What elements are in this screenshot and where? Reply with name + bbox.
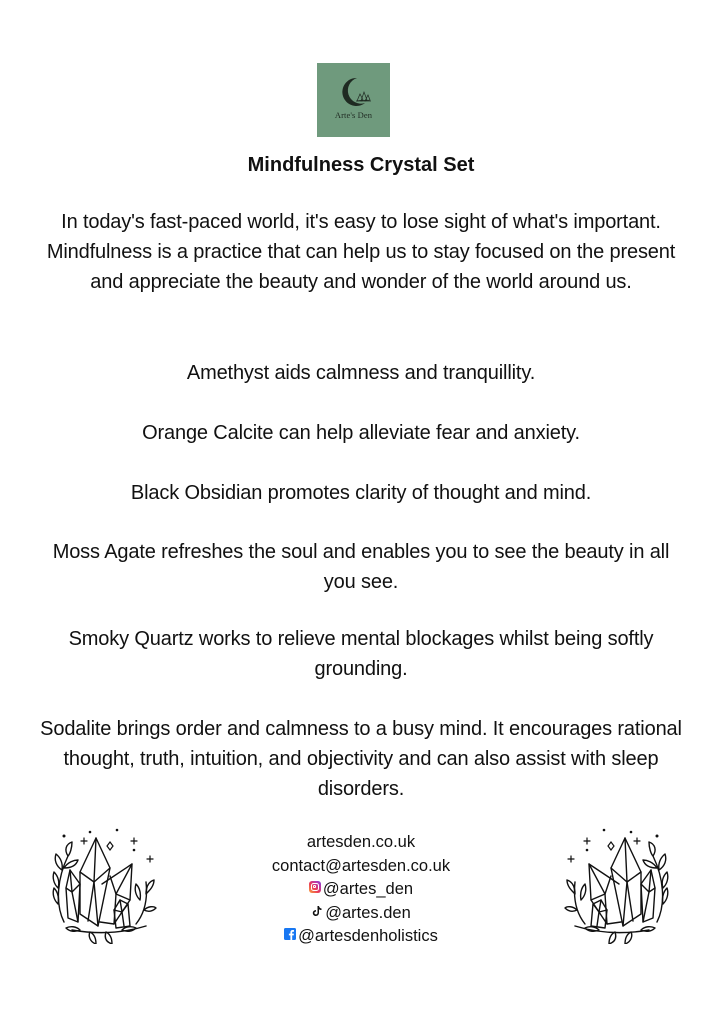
crystal-description-amethyst: Amethyst aids calmness and tranquillity. bbox=[186, 362, 536, 384]
tiktok-icon bbox=[311, 905, 323, 917]
facebook-icon bbox=[284, 928, 296, 940]
facebook-line[interactable] bbox=[200, 925, 522, 949]
crystal-description-sodalite: Sodalite brings order and calmness to a busy mind. It encourages rational thought, truth, intuition, and objectivity and can also assist with sleep disorders. bbox=[40, 718, 682, 800]
crystal-description-smoky-quartz: Smoky Quartz works to relieve mental blockages whilst being softly grounding. bbox=[68, 628, 654, 680]
crystal-cluster-illustration-right bbox=[563, 826, 671, 944]
instagram-icon bbox=[309, 881, 321, 893]
crystal-description-moss-agate: Moss Agate refreshes the soul and enables you to see the beauty in all you see. bbox=[52, 541, 670, 593]
email-link[interactable]: contact@artesden.co.uk bbox=[271, 856, 451, 875]
instagram-handle[interactable]: @artes_den bbox=[322, 880, 414, 898]
crystal-description-black-obsidian: Black Obsidian promotes clarity of thought and mind. bbox=[130, 482, 592, 504]
page-title: Mindfulness Crystal Set bbox=[247, 154, 475, 176]
website-link[interactable]: artesden.co.uk bbox=[306, 833, 416, 851]
intro-paragraph: In today's fast-paced world, it's easy to lose sight of what's important. Mindfulness is a practice that can help us to stay focused on the present and appreciate the beauty and wonder of the world around us. bbox=[46, 211, 676, 293]
facebook-handle[interactable]: @artesdenholistics bbox=[298, 927, 438, 945]
contact-block bbox=[200, 831, 522, 949]
crescent-moon-with-crystals-icon bbox=[317, 63, 390, 137]
brand-name: Arte's Den bbox=[334, 110, 373, 120]
instagram-line[interactable] bbox=[200, 878, 522, 902]
tiktok-line[interactable] bbox=[200, 902, 522, 926]
tiktok-handle[interactable]: @artes.den bbox=[325, 903, 411, 922]
brand-logo bbox=[317, 63, 390, 137]
crystal-description-orange-calcite: Orange Calcite can help alleviate fear and anxiety. bbox=[142, 422, 580, 444]
crystal-cluster-illustration-left bbox=[50, 826, 158, 944]
